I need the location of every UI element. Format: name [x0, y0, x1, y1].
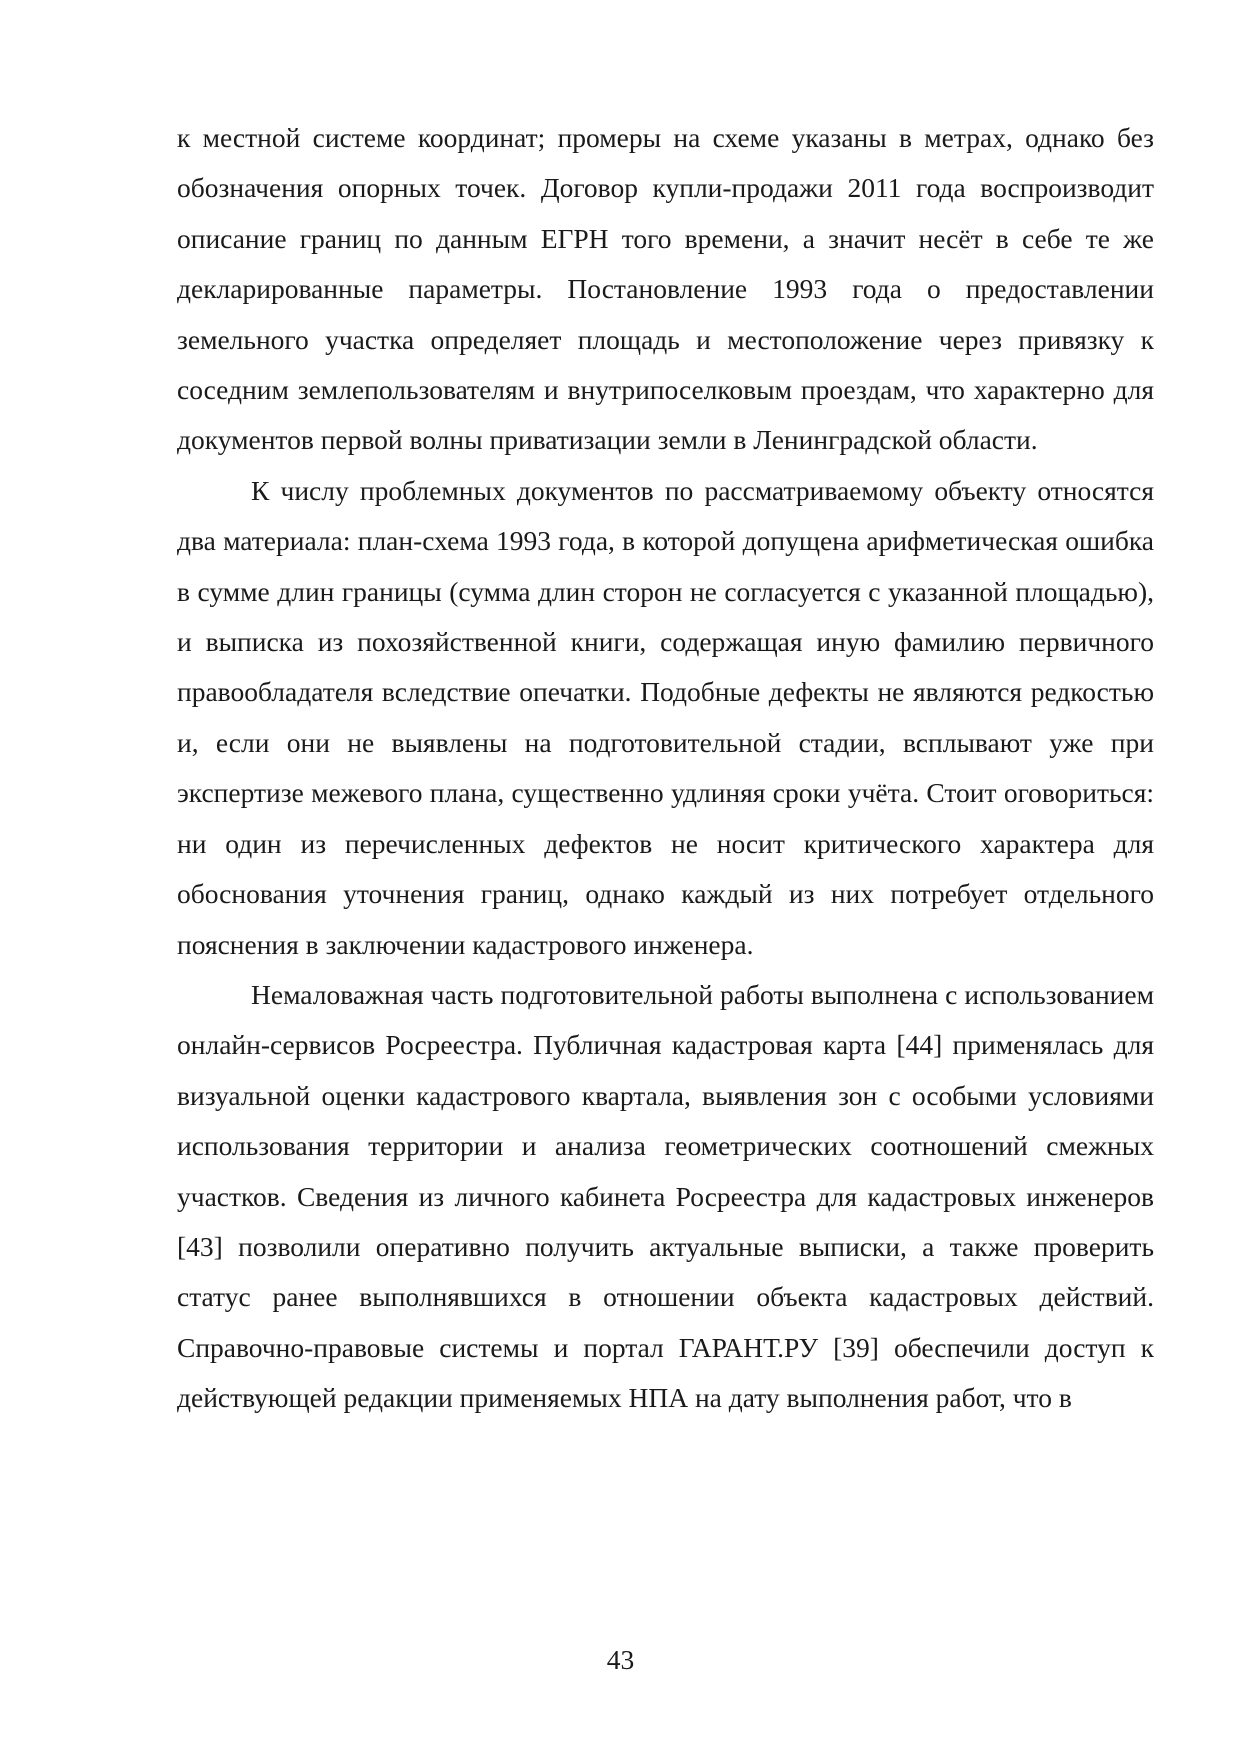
paragraph-continuation: к местной системе координат; промеры на схеме указаны в метрах, однако без обозначения опорных точек. Договор купли-продажи 2011 года воспроизводит описание границ по данным ЕГРН того времени, а значит несёт в себе те же декларированные параметры. Постановление 1993 года о предоставлении земельного участка определяет площадь и местоположение через привязку к соседним землепользователям и внутрипоселковым проездам, что характерно для документов первой волны приватизации земли в Ленинградской области. — [177, 122, 1154, 456]
page-number: 43 — [606, 1644, 635, 1675]
paragraph-problem-documents: К числу проблемных документов по рассматриваемому объекту относятся два материала: план-схема 1993 года, в которой допущена арифметическая ошибка в сумме длин границы (сумма длин сторон не согласуется с указанной площадью), и выписка из похозяйственной книги, содержащая иную фамилию первичного правообладателя вследствие опечатки. Подобные дефекты не являются редкостью и, если они не выявлены на подготовительной стадии, всплывают уже при экспертизе межевого плана, существенно удлиняя сроки учёта. Стоит оговориться: ни один из перечисленных дефектов не носит критического характера для обоснования уточнения границ, однако каждый из них потребует отдельного пояснения в заключении кадастрового инженера. — [177, 474, 1154, 960]
paragraph-online-services: Немаловажная часть подготовительной работы выполнена с использованием онлайн-сервисов Росреестра. Публичная кадастровая карта [44] применялась для визуальной оценки кадастрового квартала, выявления зон с особыми условиями использования территории и анализа геометрических соотношений смежных участков. Сведения из личного кабинета Росреестра для кадастровых инженеров [43] позволили оперативно получить актуальные выписки, а также проверить статус ранее выполнявшихся в отношении объекта кадастровых действий. Справочно-правовые системы и портал ГАРАНТ.РУ [39] обеспечили доступ к действующей редакции применяемых НПА на дату выполнения работ, что в — [177, 978, 1154, 1414]
page-body — [177, 113, 1154, 1424]
